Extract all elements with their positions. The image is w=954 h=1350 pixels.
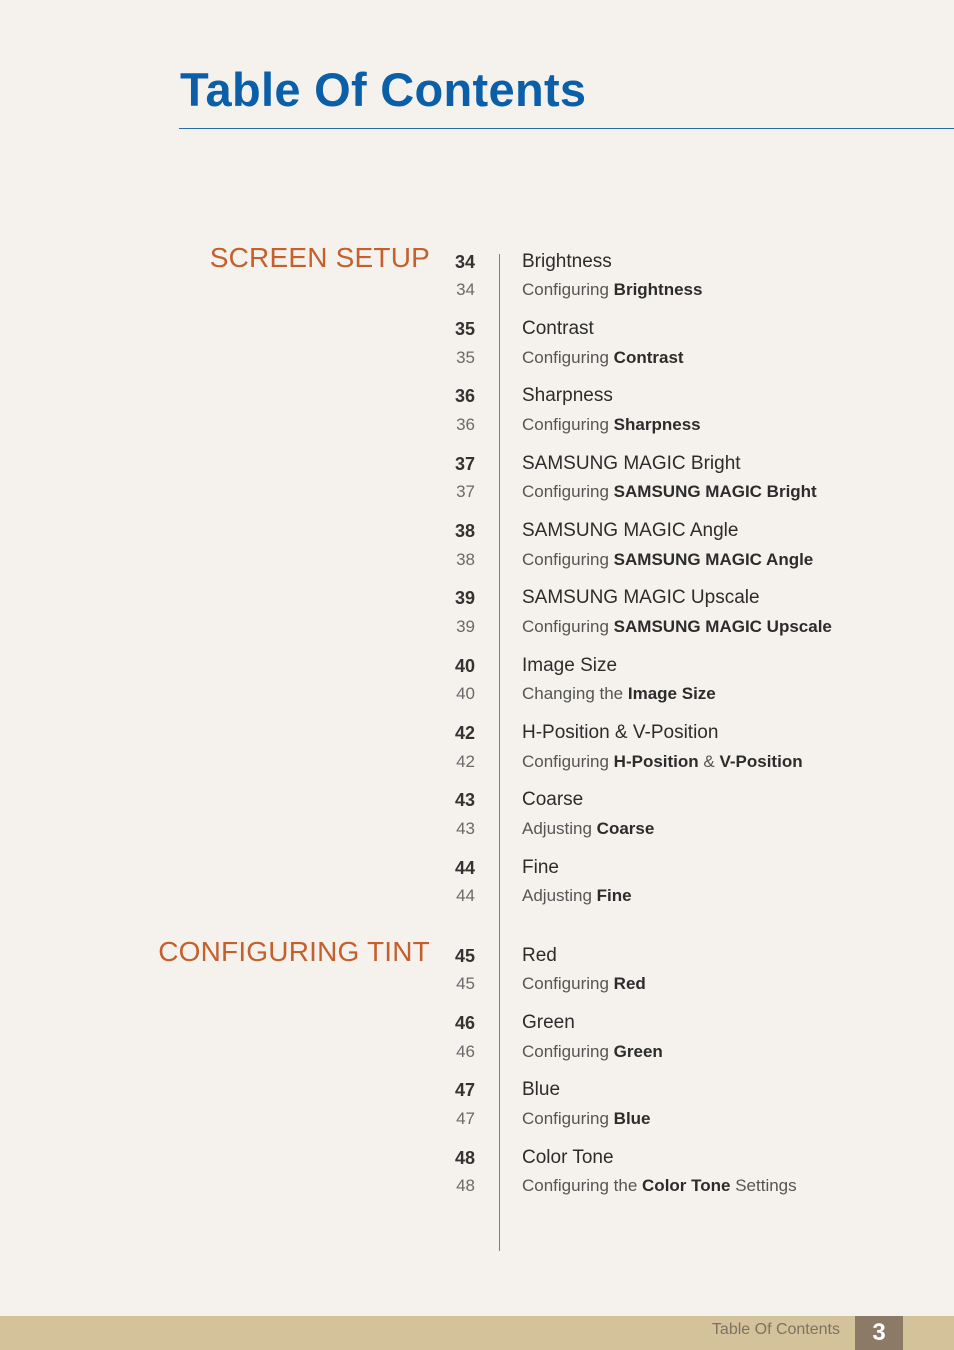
entry-title[interactable]: Brightness bbox=[522, 251, 612, 272]
entry-page-number: 36 bbox=[454, 386, 475, 406]
section-heading-configuring-tint[interactable]: CONFIGURING TINT bbox=[158, 936, 430, 967]
section-heading-screen-setup[interactable]: SCREEN SETUP bbox=[209, 242, 430, 273]
subentry-title[interactable]: Configuring H-Position & V-Position bbox=[522, 752, 803, 771]
footer-page-number: 3 bbox=[855, 1316, 903, 1350]
entry-page-number: 35 bbox=[454, 319, 475, 339]
entry-page-number: 48 bbox=[454, 1148, 475, 1168]
entry-page-number: 39 bbox=[454, 588, 475, 608]
subentry-title[interactable]: Configuring Contrast bbox=[522, 348, 684, 367]
subentry-page-number: 46 bbox=[456, 1042, 475, 1061]
subentry-title[interactable]: Configuring the Color Tone Settings bbox=[522, 1176, 797, 1195]
subentry-page-number: 45 bbox=[456, 974, 475, 993]
subentry-title[interactable]: Configuring Green bbox=[522, 1042, 663, 1061]
subentry-page-number: 37 bbox=[456, 482, 475, 501]
subentry-title[interactable]: Changing the Image Size bbox=[522, 684, 716, 703]
page-title: Table Of Contents bbox=[180, 63, 587, 116]
entry-title[interactable]: Image Size bbox=[522, 655, 618, 676]
entry-page-number: 38 bbox=[454, 521, 475, 541]
entry-title[interactable]: SAMSUNG MAGIC Bright bbox=[522, 453, 741, 474]
entry-title[interactable]: Color Tone bbox=[522, 1147, 614, 1168]
entry-title[interactable]: Green bbox=[522, 1012, 575, 1033]
entry-page-number: 34 bbox=[454, 252, 475, 272]
entry-title[interactable]: Blue bbox=[522, 1079, 561, 1100]
subentry-title[interactable]: Configuring SAMSUNG MAGIC Upscale bbox=[522, 617, 832, 636]
entry-page-number: 37 bbox=[454, 454, 475, 474]
subentry-page-number: 35 bbox=[456, 348, 475, 367]
subentry-title[interactable]: Configuring Red bbox=[522, 974, 646, 993]
entry-title[interactable]: Coarse bbox=[522, 789, 584, 810]
subentry-page-number: 39 bbox=[456, 617, 475, 636]
subentry-title[interactable]: Configuring Blue bbox=[522, 1109, 651, 1128]
subentry-page-number: 40 bbox=[456, 684, 475, 703]
title-divider bbox=[179, 128, 954, 129]
subentry-title[interactable]: Configuring Sharpness bbox=[522, 415, 701, 434]
entry-page-number: 45 bbox=[454, 946, 475, 966]
entry-title[interactable]: Red bbox=[522, 945, 557, 966]
subentry-title[interactable]: Configuring Brightness bbox=[522, 280, 703, 299]
entry-page-number: 44 bbox=[454, 858, 475, 878]
entry-title[interactable]: Contrast bbox=[522, 318, 594, 339]
subentry-page-number: 38 bbox=[456, 550, 475, 569]
footer-label: Table Of Contents bbox=[711, 1321, 840, 1338]
entry-title[interactable]: H-Position & V-Position bbox=[522, 722, 719, 743]
entry-page-number: 43 bbox=[454, 790, 475, 810]
entry-page-number: 46 bbox=[454, 1013, 475, 1033]
subentry-page-number: 34 bbox=[456, 280, 475, 299]
subentry-page-number: 42 bbox=[456, 752, 475, 771]
subentry-title[interactable]: Adjusting Coarse bbox=[522, 819, 655, 838]
entry-page-number: 40 bbox=[454, 656, 475, 676]
toc-vertical-divider bbox=[499, 254, 500, 1251]
subentry-page-number: 43 bbox=[456, 819, 475, 838]
subentry-title[interactable]: Configuring SAMSUNG MAGIC Bright bbox=[522, 482, 817, 501]
subentry-page-number: 48 bbox=[456, 1176, 475, 1195]
entry-page-number: 47 bbox=[454, 1080, 475, 1100]
entry-title[interactable]: Sharpness bbox=[522, 385, 613, 406]
entry-page-number: 42 bbox=[454, 723, 475, 743]
entry-title[interactable]: SAMSUNG MAGIC Upscale bbox=[522, 587, 760, 608]
subentry-page-number: 36 bbox=[456, 415, 475, 434]
subentry-title[interactable]: Configuring SAMSUNG MAGIC Angle bbox=[522, 550, 814, 569]
subentry-title[interactable]: Adjusting Fine bbox=[522, 886, 632, 905]
entry-title[interactable]: Fine bbox=[522, 857, 559, 878]
entry-title[interactable]: SAMSUNG MAGIC Angle bbox=[522, 520, 739, 541]
subentry-page-number: 47 bbox=[456, 1109, 475, 1128]
subentry-page-number: 44 bbox=[456, 886, 475, 905]
